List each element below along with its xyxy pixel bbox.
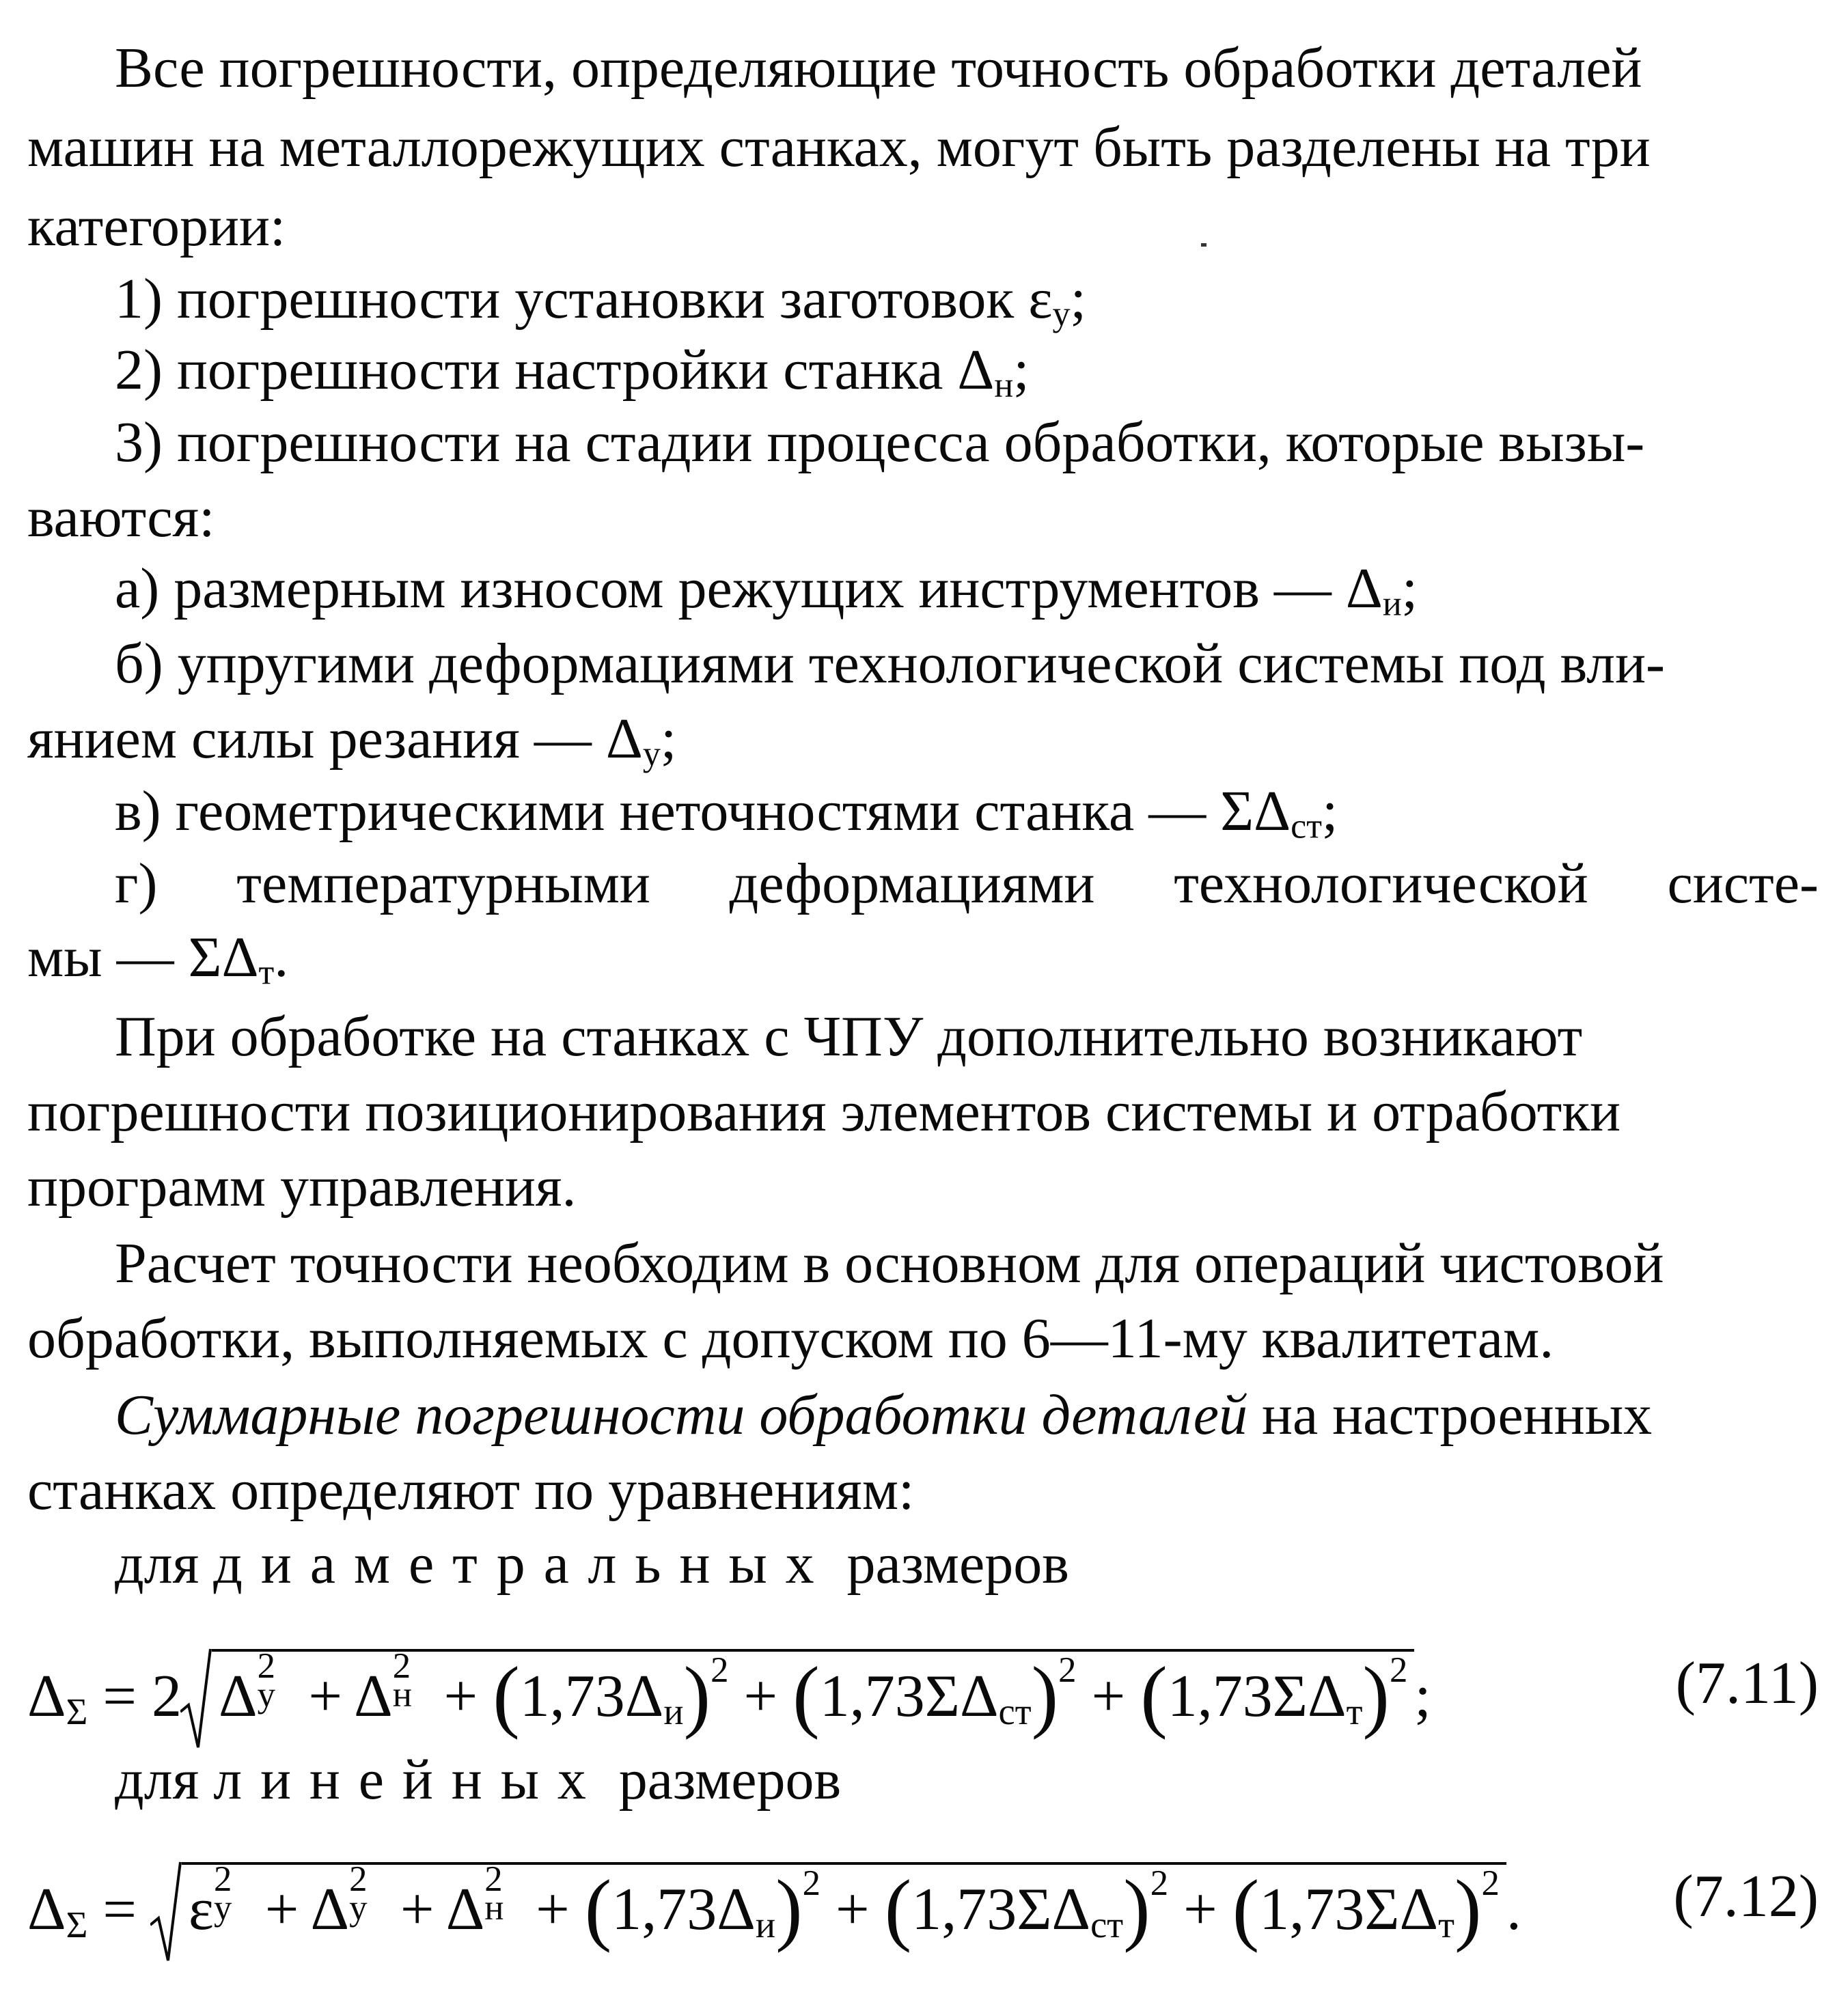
paragraph-cnc-line-3: программ управления.: [27, 1155, 577, 1219]
list-item-b-line-2: янием силы резания — $\Delta_у$;: [27, 707, 677, 774]
label-linear: для линейных размеров: [115, 1748, 842, 1812]
print-speck: [1201, 243, 1206, 247]
paragraph-calc-line-2: обработки, выполняемых с допуском по 6—11-му квалитетам.: [27, 1307, 1554, 1370]
paragraph-summary-line-2: станках определяют по уравнениям:: [27, 1458, 915, 1522]
equation-7-12: [27, 1859, 1819, 1971]
list-item-a: а) размерным износом режущих инструментов — $\Delta_и$;: [115, 557, 1418, 624]
list-item-b-line-1: б) упругими деформациями технологической системы под вли-: [115, 632, 1666, 695]
list-item-g-line-2: мы — $\Sigma\Delta_т$.: [27, 926, 289, 993]
radical: ε 2 у + Δ 2 у + Δ 2 н + $(1,73\Delta_и)^2 + (1,73\Sigma\Delta_{ст})^2 + (1,73\Sigma\Delta_т)^2$: [182, 1862, 1506, 1944]
list-item-1: 1) погрешности установки заготовок $\varepsilon_у$;: [115, 267, 1086, 334]
paragraph-calc-line-1: Расчет точности необходим в основном для операций чистовой: [115, 1232, 1664, 1295]
paragraph-cnc-line-1: При обработке на станках с ЧПУ дополнительно возникают: [115, 1005, 1583, 1068]
paragraph-summary-line-1: Суммарные погрешности обработки деталей на настроенных: [115, 1383, 1653, 1447]
paragraph-intro-line-2: машин на металлорежущих станках, могут быть разделены на три: [27, 115, 1651, 179]
equation-number-7-12: (7.12): [1673, 1863, 1819, 1930]
list-item-v: в) геометрическими неточностями станка — $\Sigma\Delta_{ст}$;: [115, 779, 1338, 846]
radical: Δ 2 у + Δ 2 н + $(1,73\Delta_и)^2 + (1,73\Sigma\Delta_{ст})^2 + (1,73\Sigma\Delta_т)^2$: [212, 1649, 1414, 1731]
list-item-3-line-2: ваются:: [27, 486, 215, 549]
summary-italic-term: Суммарные погрешности обработки деталей: [115, 1383, 1247, 1447]
label-diametral: для диаметральных размеров: [115, 1532, 1069, 1596]
equation-7-12-body: $\Delta_\Sigma$ = ε 2 у + Δ 2 у + Δ 2 н + $(1,73\Delta_и)^2 + (1,73\Sigma\Delta_{ст})^2 + (1,73\Sigma\Delta_т)^2$ .: [27, 1862, 1521, 1944]
equation-7-11-body: $\Delta_\Sigma = 2$ Δ 2 у + Δ 2 н + $(1,73\Delta_и)^2 + (1,73\Sigma\Delta_{ст})^2 + (1,73\Sigma\Delta_т)^2$ ;: [27, 1649, 1431, 1731]
radical-sign-icon: [150, 1859, 182, 1962]
list-item-2: 2) погрешности настройки станка $\Delta_н$;: [115, 338, 1030, 405]
equation-7-11: [27, 1646, 1819, 1758]
paragraph-intro-line-3: категории:: [27, 195, 286, 258]
list-item-g-line-1: г) температурными деформациями технологической систе-: [115, 852, 1819, 915]
paragraph-cnc-line-2: погрешности позиционирования элементов системы и отработки: [27, 1080, 1621, 1143]
radical-sign-icon: [180, 1646, 212, 1749]
list-item-3-line-1: 3) погрешности на стадии процесса обработки, которые вызы-: [115, 411, 1645, 474]
paragraph-intro-line-1: Все погрешности, определяющие точность обработки деталей: [115, 36, 1642, 100]
equation-number-7-11: (7.11): [1675, 1650, 1819, 1717]
